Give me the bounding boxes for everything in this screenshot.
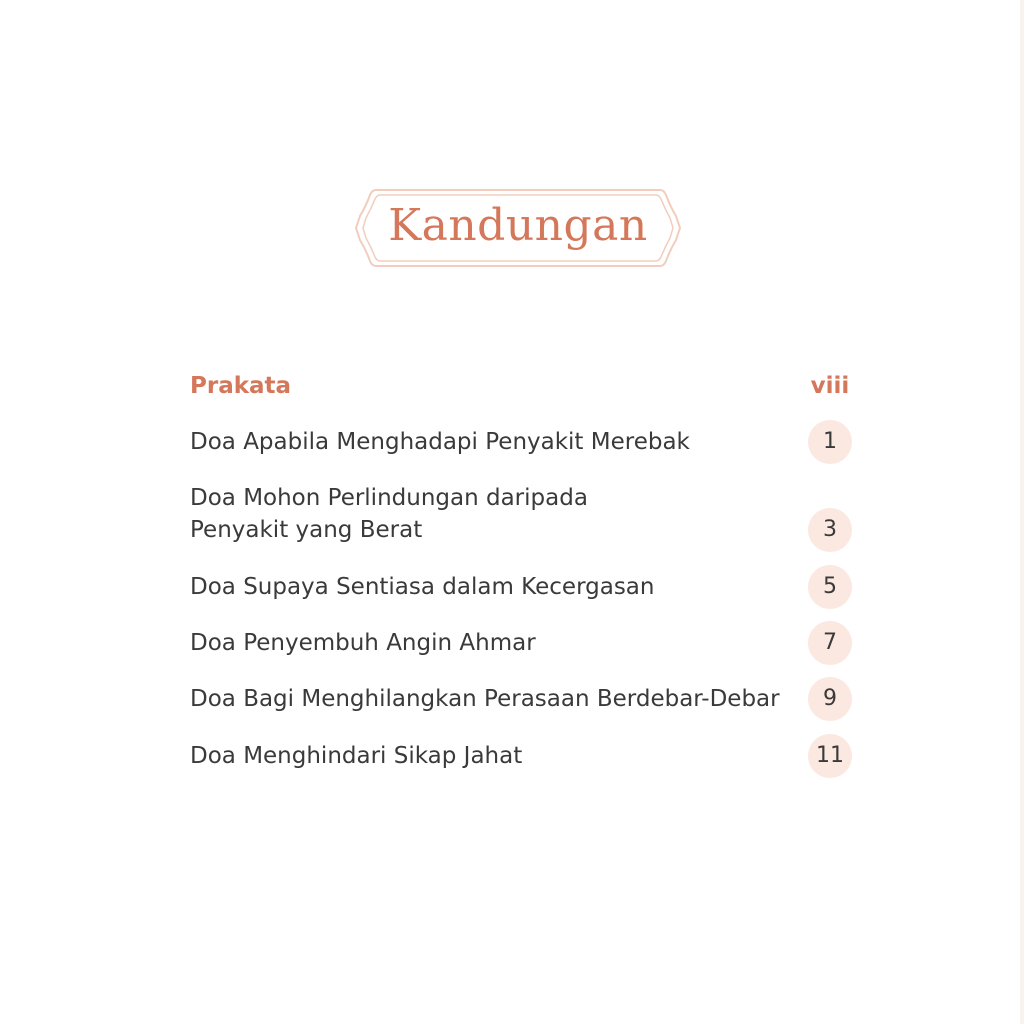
toc-page-number: 3 [808, 508, 852, 552]
toc-entry-title: Doa Supaya Sentiasa dalam Kecergasan [190, 574, 655, 600]
toc-entry-title: Doa Bagi Menghilangkan Perasaan Berdebar-Debar [190, 686, 780, 712]
toc-page-number: 9 [808, 677, 852, 721]
toc-page-number: 1 [808, 420, 852, 464]
toc-entry-title: Doa Penyembuh Angin Ahmar [190, 630, 536, 656]
toc-page-number: 5 [808, 565, 852, 609]
toc-entry-title-line-1: Doa Mohon Perlindungan daripada [190, 485, 588, 511]
toc-entry-title: Prakata [190, 373, 292, 399]
toc-page-number: 7 [808, 621, 852, 665]
page-title: Kandungan [388, 200, 648, 251]
toc-entry-title: Doa Menghindari Sikap Jahat [190, 743, 523, 769]
toc-entry-title-line-2: Penyakit yang Berat [190, 517, 423, 543]
toc-page-number: 11 [808, 734, 852, 778]
toc-page-number: viii [810, 373, 850, 399]
toc-entry-title: Doa Apabila Menghadapi Penyakit Merebak [190, 429, 690, 455]
